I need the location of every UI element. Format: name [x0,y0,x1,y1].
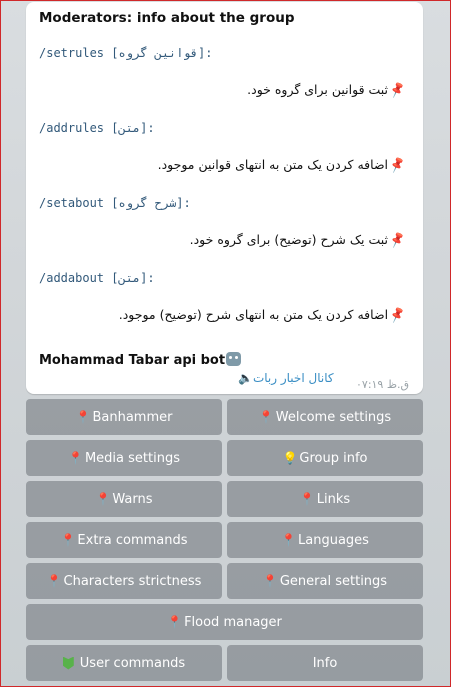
pin-icon: 📍 [46,574,62,588]
description-addrules [39,155,409,175]
general-settings-button[interactable] [227,563,423,599]
button-label: Media settings [84,450,180,466]
command-setabout: /setabout [شرح گروه]: [39,196,191,210]
info-button[interactable] [227,645,423,681]
pin-icon: 📍 [60,533,76,547]
user-commands-button[interactable] [26,645,222,681]
button-label: Links [316,491,351,507]
robot-icon [226,352,241,366]
pin-icon: 📍 [167,615,183,629]
button-label: Warns [112,491,153,507]
media-settings-button[interactable] [26,440,222,476]
pin-icon: 📍 [258,410,274,424]
button-label: User commands [79,655,186,671]
message-time: ق.ظ ۰۷:۱۹ [356,378,410,391]
button-label: Flood manager [184,614,282,630]
inline-keyboard [26,399,423,686]
languages-button[interactable] [227,522,423,558]
keyboard-row [26,604,423,640]
keyboard-row [26,522,423,558]
description-text: اضافه کردن یک متن به انتهای قوانین موجود. [157,157,389,172]
keyboard-row [26,481,423,517]
pin-icon: 📍 [262,574,278,588]
pushpin-icon: 📌 [388,80,407,100]
keyboard-row [26,563,423,599]
button-label: Banhammer [92,409,173,425]
keyboard-row [26,440,423,476]
signature-text: Mohammad Tabar api bot [39,353,226,368]
links-button[interactable] [227,481,423,517]
speaker-icon: 🔈 [238,371,253,385]
button-label: Group info [299,450,368,466]
description-setabout [39,230,409,250]
message-footer [26,370,423,390]
extra-commands-button[interactable] [26,522,222,558]
flood-manager-button[interactable] [26,604,423,640]
keyboard-row [26,399,423,435]
channel-author[interactable] [236,371,334,385]
welcome-settings-button[interactable] [227,399,423,435]
description-text: ثبت یک شرح (توضیح) برای گروه خود. [189,232,389,247]
button-label: Characters strictness [63,573,202,589]
command-setrules: /setrules [قوانین گروه]: [39,46,213,60]
characters-strictness-button[interactable] [26,563,222,599]
description-setrules [39,80,409,100]
message-bubble [26,2,423,394]
command-addabout: /addabout [متن]: [39,271,155,285]
button-label: Welcome settings [275,409,392,425]
pin-icon: 📍 [281,533,296,547]
bulb-icon: 💡 [282,451,298,465]
pushpin-icon: 📌 [388,155,407,175]
warns-button[interactable] [26,481,222,517]
pin-icon: 📍 [299,492,315,506]
description-text: اضافه کردن یک متن به انتهای شرح (توضیح) موجود. [118,307,389,322]
button-label: Languages [298,532,369,548]
message-title: Moderators: info about the group [39,10,295,26]
pushpin-icon: 📌 [388,230,407,250]
pin-icon: 📍 [95,492,111,506]
description-text: ثبت قوانین برای گروه خود. [247,82,389,97]
keyboard-row [26,645,423,681]
command-addrules: /addrules [متن]: [39,121,155,135]
button-label: General settings [279,573,388,589]
pin-icon: 📍 [68,451,83,465]
author-text[interactable]: کانال اخبار ربات [252,371,334,385]
beginner-icon [63,657,74,670]
pin-icon: 📍 [75,410,91,424]
group-info-button[interactable] [227,440,423,476]
description-addabout [39,305,409,325]
banhammer-button[interactable] [26,399,222,435]
bot-signature [39,352,241,368]
button-label: Info [312,655,338,671]
button-label: Extra commands [77,532,188,548]
pushpin-icon: 📌 [388,305,407,325]
